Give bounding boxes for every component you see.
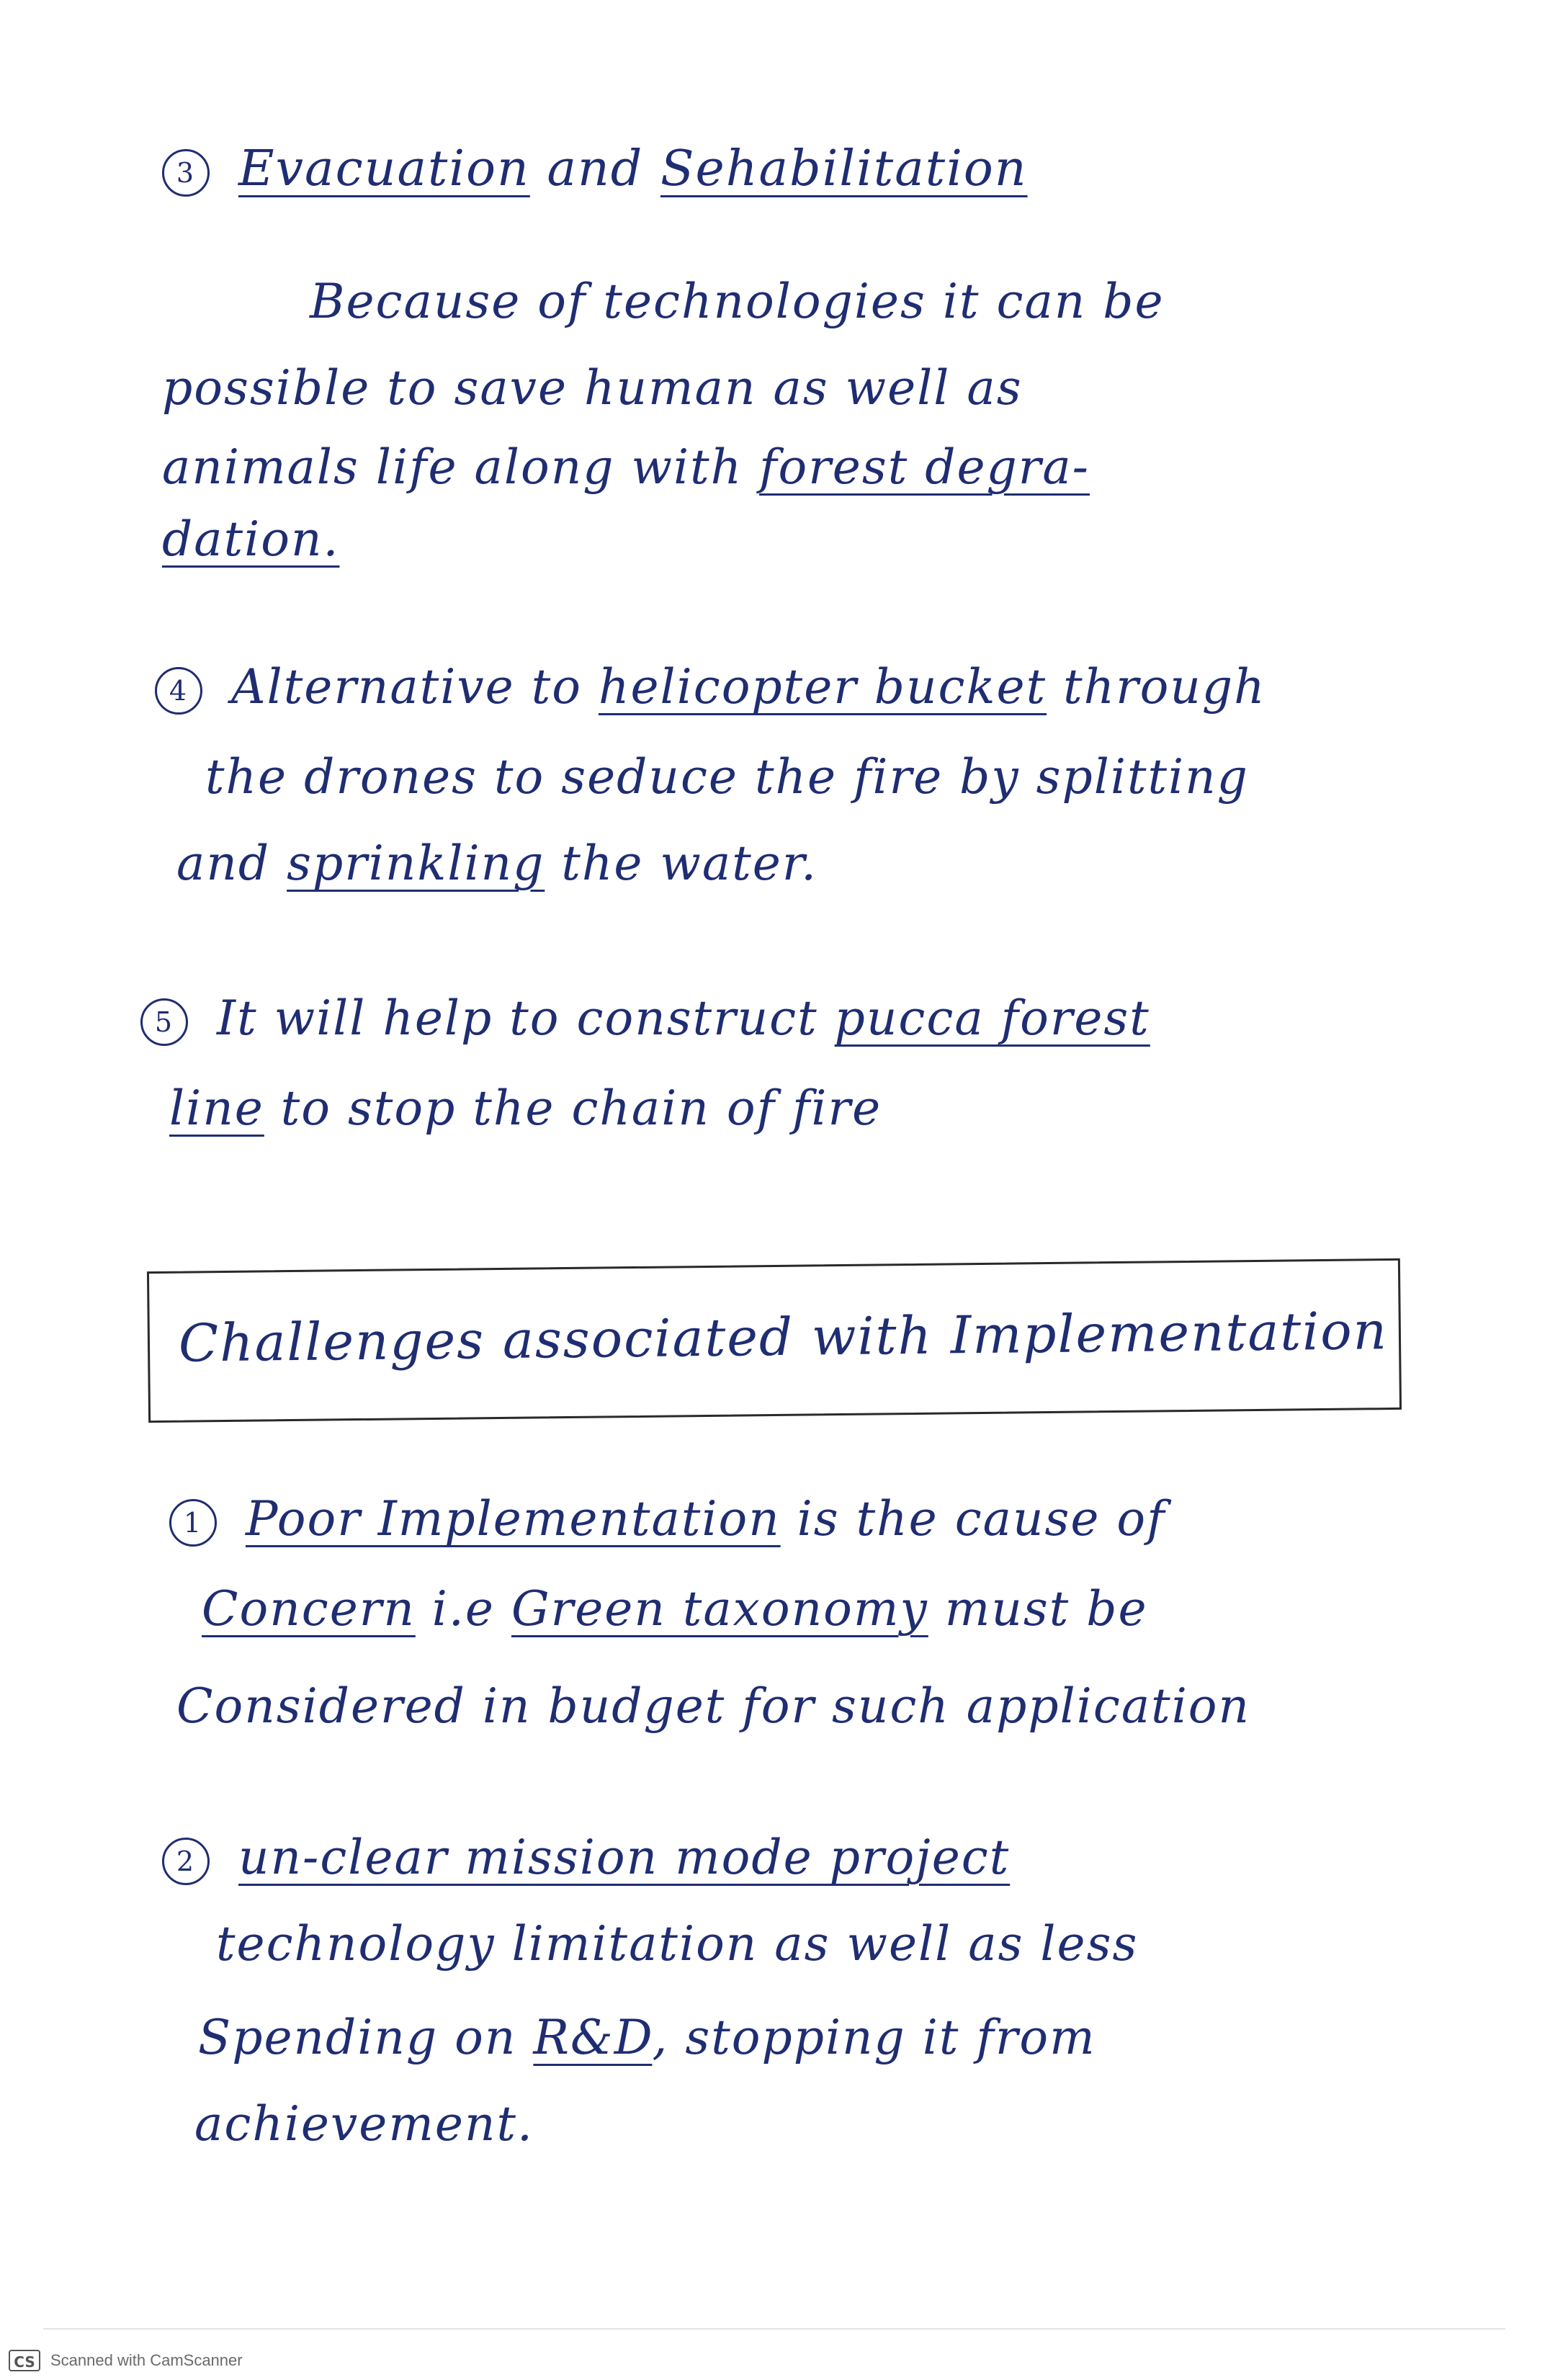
section-3-title-a: Evacuation	[238, 140, 530, 197]
challenge-2-line-1	[162, 1830, 1010, 1885]
section-4-number: 4	[155, 667, 202, 715]
section-4-line-1-b: through	[1047, 659, 1266, 715]
section-3-title-b: Sehabilitation	[660, 140, 1028, 197]
section-3-line-3-underlined: forest degra-	[759, 439, 1090, 495]
section-4-line-3-a: and	[176, 836, 287, 891]
challenge-2-line-3-a: Spending on	[198, 2010, 534, 2065]
footer-divider	[43, 2328, 1505, 2330]
challenge-2-line-2: technology limitation as well as less	[216, 1916, 1139, 1972]
challenge-2-line-1-underlined: un-clear mission mode project	[238, 1830, 1011, 1885]
section-3-line-2: possible to save human as well as	[162, 360, 1023, 416]
section-3-number: 3	[162, 149, 210, 197]
section-3-title-and: and	[529, 140, 660, 197]
section-5-number: 5	[140, 998, 188, 1046]
section-5-line-2-b: to stop the chain of fire	[264, 1081, 882, 1136]
challenge-2-line-3-b: , stopping it from	[652, 2010, 1096, 2065]
section-3-heading	[162, 140, 1028, 197]
challenge-1-line-1-b: is the cause of	[780, 1491, 1166, 1547]
challenge-2-number: 2	[162, 1838, 210, 1885]
section-5-line-1	[140, 990, 1150, 1046]
section-4-line-2: the drones to seduce the fire by splitting	[205, 749, 1249, 805]
section-4-line-3-b: the water.	[545, 836, 818, 891]
section-3-line-1: Because of technologies it can be	[310, 274, 1165, 329]
section-5-line-2-underlined: line	[169, 1081, 264, 1136]
section-3-line-4: dation.	[162, 511, 340, 567]
challenge-2-line-3	[198, 2010, 1096, 2065]
section-4-line-1-underlined: helicopter bucket	[598, 659, 1047, 715]
challenge-1-line-1-underlined: Poor Implementation	[246, 1491, 781, 1547]
section-5-line-1-underlined: pucca forest	[834, 990, 1150, 1046]
challenge-1-line-2-underlined-2: Green taxonomy	[511, 1581, 928, 1637]
challenge-1-line-2	[202, 1581, 1148, 1637]
challenge-1-line-2-end: must be	[928, 1581, 1148, 1637]
section-3-line-3	[162, 439, 1090, 495]
challenge-1-number: 1	[169, 1499, 217, 1547]
section-4-line-3-underlined: sprinkling	[287, 836, 545, 891]
section-4-line-1	[155, 659, 1266, 715]
challenge-2-line-3-underlined: R&D	[533, 2010, 653, 2065]
camscanner-logo-icon: CS	[9, 2350, 40, 2371]
challenge-1-line-1	[169, 1491, 1166, 1547]
section-4-line-3	[176, 836, 817, 891]
camscanner-watermark: Scanned with CamScanner	[50, 2351, 243, 2369]
challenge-1-line-3: Considered in budget for such application	[176, 1678, 1251, 1734]
challenge-1-line-2-mid: i.e	[415, 1581, 511, 1637]
section-4-line-1-a: Alternative to	[231, 659, 599, 715]
section-3-line-3-text: animals life along with	[162, 439, 760, 495]
challenges-heading: Challenges associated with Implementation	[178, 1300, 1389, 1374]
section-5-line-1-a: It will help to construct	[217, 990, 835, 1046]
challenge-2-line-4: achievement.	[194, 2096, 534, 2152]
section-5-line-2	[169, 1081, 882, 1136]
challenge-1-line-2-underlined-1: Concern	[202, 1581, 416, 1637]
challenges-heading-box	[147, 1258, 1402, 1423]
